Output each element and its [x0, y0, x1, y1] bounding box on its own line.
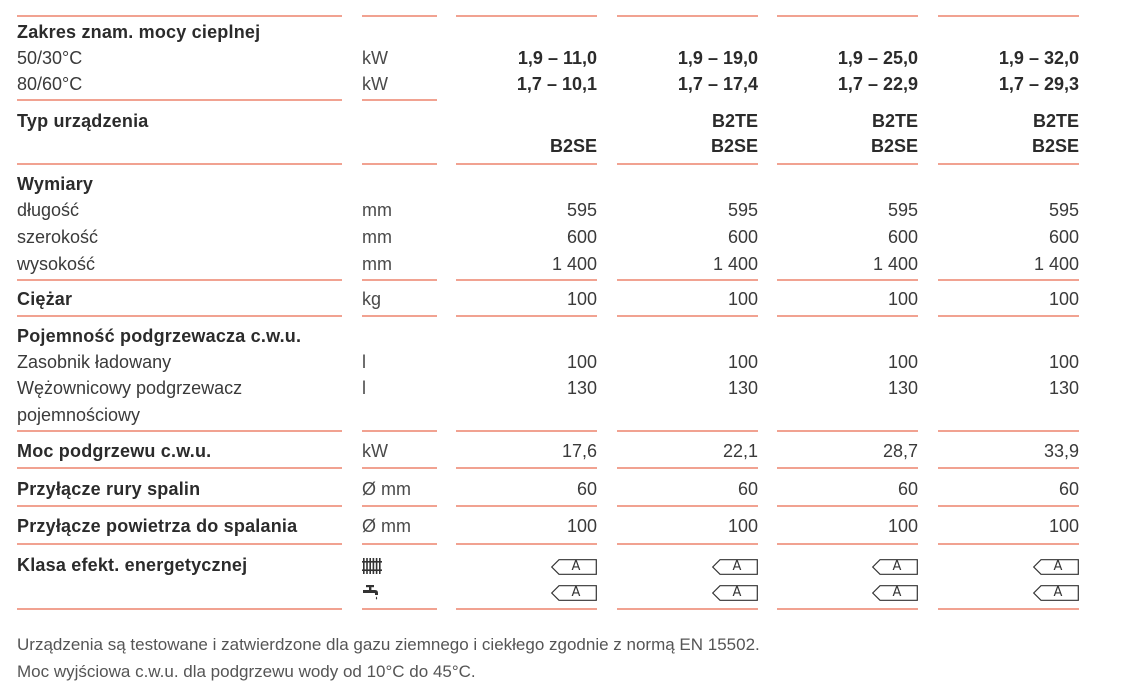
energy-class-heating-badge [712, 559, 758, 575]
dimension-value: 600 [727, 227, 758, 247]
tap-icon [362, 584, 382, 600]
flue-title: Przyłącze rury spalin [17, 479, 201, 499]
rule [17, 505, 342, 507]
rule [777, 163, 918, 165]
power-row-value: 1,7 – 17,4 [677, 74, 758, 94]
rule [17, 608, 342, 610]
energy-class-water-badge [551, 585, 597, 601]
dhw-capacity-label-cont: pojemnościowy [17, 405, 141, 425]
flue-unit: Ø mm [362, 479, 411, 499]
rule [777, 279, 918, 281]
power-row-value: 1,7 – 22,9 [837, 74, 918, 94]
dhw-power-value: 22,1 [722, 441, 758, 461]
rule [456, 430, 597, 432]
dhw-power-unit: kW [362, 441, 388, 461]
air-value: 100 [1048, 516, 1079, 536]
energy-class-label: A [571, 585, 581, 600]
energy-class-heating-badge [551, 559, 597, 575]
power-row-value: 1,9 – 19,0 [677, 48, 758, 68]
dimension-label: wysokość [17, 254, 96, 274]
rule [938, 163, 1079, 165]
dimension-unit: mm [362, 254, 392, 274]
rule [938, 279, 1079, 281]
weight-value: 100 [887, 289, 918, 309]
rule [938, 505, 1079, 507]
top-rule-unit [362, 15, 437, 17]
rule [362, 163, 437, 165]
rule [617, 467, 758, 469]
dhw-power-value: 28,7 [882, 441, 918, 461]
weight-value: 100 [566, 289, 597, 309]
dhw-power-value: 17,6 [561, 441, 597, 461]
top-rule-col1 [456, 15, 597, 17]
dimension-unit: mm [362, 227, 392, 247]
rule [17, 467, 342, 469]
rule [17, 163, 342, 165]
rule [17, 315, 342, 317]
dhw-capacity-value: 130 [1048, 378, 1079, 398]
rule [777, 608, 918, 610]
power-row-value: 1,9 – 25,0 [837, 48, 918, 68]
rule [362, 99, 437, 101]
rule [938, 467, 1079, 469]
dimension-label: szerokość [17, 227, 99, 247]
dimension-value: 600 [887, 227, 918, 247]
air-value: 100 [887, 516, 918, 536]
device-type-line2: B2SE [870, 136, 918, 156]
dhw-capacity-value: 100 [727, 352, 758, 372]
rule [938, 315, 1079, 317]
dhw-capacity-unit: l [362, 352, 366, 372]
rule [362, 543, 437, 545]
top-rule-label [17, 15, 342, 17]
dhw-power-value: 33,9 [1043, 441, 1079, 461]
rule [362, 279, 437, 281]
air-value: 100 [566, 516, 597, 536]
dhw-capacity-label: Wężownicowy podgrzewacz [17, 378, 243, 398]
rule [617, 430, 758, 432]
energy-class-heating-badge [1033, 559, 1079, 575]
dimension-value: 1 400 [551, 254, 597, 274]
device-type-line2: B2SE [710, 136, 758, 156]
dhw-capacity-value: 100 [566, 352, 597, 372]
rule [362, 608, 437, 610]
dhw-capacity-title: Pojemność podgrzewacza c.w.u. [17, 326, 302, 346]
rule [17, 430, 342, 432]
dhw-capacity-label: Zasobnik ładowany [17, 352, 172, 372]
energy-class-label: A [571, 559, 581, 574]
rule [938, 608, 1079, 610]
flue-value: 60 [576, 479, 597, 499]
device-type-line2: B2SE [549, 136, 597, 156]
flue-value: 60 [1058, 479, 1079, 499]
air-value: 100 [727, 516, 758, 536]
rule [17, 279, 342, 281]
flue-value: 60 [737, 479, 758, 499]
energy-class-water-badge [712, 585, 758, 601]
weight-value: 100 [727, 289, 758, 309]
energy-class-label: A [1053, 585, 1063, 600]
device-type-line1: B2TE [1032, 111, 1079, 131]
rule [362, 505, 437, 507]
dimension-value: 595 [887, 200, 918, 220]
dimension-value: 600 [566, 227, 597, 247]
dhw-capacity-unit: l [362, 378, 366, 398]
rule [617, 279, 758, 281]
rule [938, 543, 1079, 545]
rule [617, 608, 758, 610]
energy-class-title: Klasa efekt. energetycznej [17, 555, 248, 575]
dimension-label: długość [17, 200, 80, 220]
rule [456, 315, 597, 317]
rule [456, 279, 597, 281]
dimensions-title: Wymiary [17, 174, 94, 194]
rule [456, 163, 597, 165]
rule [617, 315, 758, 317]
power-row-value: 1,7 – 29,3 [998, 74, 1079, 94]
energy-class-label: A [892, 559, 902, 574]
power-title: Zakres znam. mocy cieplnej [17, 22, 261, 42]
top-rule-col4 [938, 15, 1079, 17]
rule [777, 315, 918, 317]
dhw-capacity-value: 100 [1048, 352, 1079, 372]
rule [17, 99, 342, 101]
top-rule-col3 [777, 15, 918, 17]
top-rule-col2 [617, 15, 758, 17]
power-row-label: 80/60°C [17, 74, 83, 94]
rule [617, 543, 758, 545]
dimension-value: 595 [566, 200, 597, 220]
energy-class-label: A [732, 559, 742, 574]
rule [617, 163, 758, 165]
rule [777, 505, 918, 507]
dhw-capacity-value: 100 [887, 352, 918, 372]
rule [777, 430, 918, 432]
rule [362, 315, 437, 317]
energy-class-label: A [732, 585, 742, 600]
power-row-value: 1,9 – 11,0 [517, 48, 597, 68]
air-unit: Ø mm [362, 516, 411, 536]
rule [777, 467, 918, 469]
footer-note-1: Urządzenia są testowane i zatwierdzone dla gazu ziemnego i ciekłego zgodnie z normą EN 15502. [17, 635, 760, 654]
footer-note-2: Moc wyjściowa c.w.u. dla podgrzewu wody od 10°C do 45°C. [17, 662, 476, 681]
rule [777, 543, 918, 545]
dhw-power-title: Moc podgrzewu c.w.u. [17, 441, 212, 461]
rule [17, 543, 342, 545]
rule [362, 467, 437, 469]
device-type-line2: B2SE [1031, 136, 1079, 156]
device-type-line1: B2TE [871, 111, 918, 131]
dimension-value: 1 400 [712, 254, 758, 274]
power-row-value: 1,9 – 32,0 [998, 48, 1079, 68]
flue-value: 60 [897, 479, 918, 499]
rule [617, 505, 758, 507]
rule [456, 467, 597, 469]
power-row-label: 50/30°C [17, 48, 83, 68]
device-type-title: Typ urządzenia [17, 111, 149, 131]
dimension-value: 595 [727, 200, 758, 220]
rule [456, 543, 597, 545]
dhw-capacity-value: 130 [566, 378, 597, 398]
dimension-value: 600 [1048, 227, 1079, 247]
energy-class-label: A [1053, 559, 1063, 574]
weight-title: Ciężar [17, 289, 73, 309]
power-row-value: 1,7 – 10,1 [516, 74, 597, 94]
dhw-capacity-value: 130 [887, 378, 918, 398]
air-title: Przyłącze powietrza do spalania [17, 516, 298, 536]
rule [362, 430, 437, 432]
radiator-icon [362, 558, 382, 574]
rule [456, 505, 597, 507]
energy-class-label: A [892, 585, 902, 600]
rule [456, 608, 597, 610]
dhw-capacity-value: 130 [727, 378, 758, 398]
dimension-unit: mm [362, 200, 392, 220]
weight-value: 100 [1048, 289, 1079, 309]
dimension-value: 595 [1048, 200, 1079, 220]
energy-class-heating-badge [872, 559, 918, 575]
dimension-value: 1 400 [1033, 254, 1079, 274]
power-row-unit: kW [362, 74, 388, 94]
energy-class-water-badge [1033, 585, 1079, 601]
weight-unit: kg [362, 289, 382, 309]
device-type-line1: B2TE [711, 111, 758, 131]
power-row-unit: kW [362, 48, 388, 68]
dimension-value: 1 400 [872, 254, 918, 274]
rule [938, 430, 1079, 432]
energy-class-water-badge [872, 585, 918, 601]
